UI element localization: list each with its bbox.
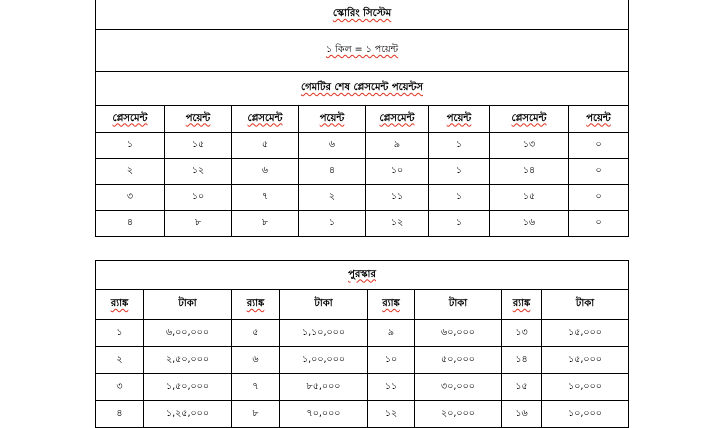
scoring-header-row xyxy=(96,106,629,133)
table-cell: ১০ xyxy=(368,347,415,374)
column-header: প্লেসমেন্ট xyxy=(96,106,165,133)
table-cell: ১১ xyxy=(368,374,415,401)
table-cell: ০ xyxy=(569,133,629,159)
column-header: পয়েন্ট xyxy=(429,106,490,133)
table-cell: ১,১০,০০০ xyxy=(280,320,368,347)
table-cell: ৭০,০০০ xyxy=(280,401,368,428)
table-cell: ৭ xyxy=(232,374,280,401)
table-cell: ১৫ xyxy=(490,185,569,211)
table-cell: ১১ xyxy=(366,185,429,211)
table-cell: ৯ xyxy=(366,133,429,159)
column-header: প্লেসমেন্ট xyxy=(232,106,299,133)
table-row xyxy=(96,185,629,211)
table-row xyxy=(96,159,629,185)
table-cell: ১৩ xyxy=(502,320,542,347)
scoring-system-table xyxy=(95,0,629,237)
table-cell: ৬ xyxy=(232,159,299,185)
table-cell: ১০ xyxy=(366,159,429,185)
scoring-title: স্কোরিং সিস্টেম xyxy=(96,0,629,30)
table-cell: ১৬ xyxy=(502,401,542,428)
table-cell: ১ xyxy=(96,133,165,159)
table-cell: ৬০,০০০ xyxy=(415,320,502,347)
column-header: পয়েন্ট xyxy=(165,106,232,133)
table-cell: ১ xyxy=(299,211,366,237)
column-header: পয়েন্ট xyxy=(569,106,629,133)
table-row xyxy=(96,133,629,159)
table-row xyxy=(96,374,629,401)
column-header: প্লেসমেন্ট xyxy=(366,106,429,133)
table-cell: ৬ xyxy=(299,133,366,159)
column-header: টাকা xyxy=(144,290,232,320)
table-cell: ৮ xyxy=(232,401,280,428)
table-cell: ১ xyxy=(429,133,490,159)
column-header: র‍্যাঙ্ক xyxy=(368,290,415,320)
table-cell: ১০ xyxy=(165,185,232,211)
table-cell: ৪ xyxy=(96,211,165,237)
table-cell: ১,০০,০০০ xyxy=(280,347,368,374)
table-cell: ১৪ xyxy=(490,159,569,185)
table-cell: ৬ xyxy=(232,347,280,374)
table-row xyxy=(96,211,629,237)
column-header: টাকা xyxy=(280,290,368,320)
table-cell: ৭ xyxy=(232,185,299,211)
prize-table xyxy=(95,260,629,428)
table-cell: ৩ xyxy=(96,374,144,401)
table-cell: ১২ xyxy=(368,401,415,428)
table-cell: ৬,০০,০০০ xyxy=(144,320,232,347)
table-cell: ১৫ xyxy=(502,374,542,401)
table-cell: ১২ xyxy=(165,159,232,185)
table-cell: ১২ xyxy=(366,211,429,237)
table-cell: ৩ xyxy=(96,185,165,211)
table-cell: ১৩ xyxy=(490,133,569,159)
column-header: র‍্যাঙ্ক xyxy=(96,290,144,320)
table-cell: ১৬ xyxy=(490,211,569,237)
table-cell: ৯ xyxy=(368,320,415,347)
table-row xyxy=(96,401,629,428)
table-row xyxy=(96,320,629,347)
table-cell: ১ xyxy=(429,211,490,237)
table-cell: ৫০,০০০ xyxy=(415,347,502,374)
table-cell: ৮ xyxy=(165,211,232,237)
table-cell: ২০,০০০ xyxy=(415,401,502,428)
table-cell: ৪ xyxy=(96,401,144,428)
column-header: টাকা xyxy=(415,290,502,320)
table-cell: ০ xyxy=(569,185,629,211)
table-cell: ২ xyxy=(96,347,144,374)
table-cell: ০ xyxy=(569,211,629,237)
column-header: প্লেসমেন্ট xyxy=(490,106,569,133)
table-cell: ৮ xyxy=(232,211,299,237)
table-cell: ২ xyxy=(96,159,165,185)
table-cell: ১০,০০০ xyxy=(542,374,629,401)
column-header: পয়েন্ট xyxy=(299,106,366,133)
table-cell: ৫ xyxy=(232,133,299,159)
table-cell: ১,৫০,০০০ xyxy=(144,374,232,401)
table-cell: ৪ xyxy=(299,159,366,185)
table-cell: ১৫ xyxy=(165,133,232,159)
table-cell: ১৫,০০০ xyxy=(542,320,629,347)
table-cell: ৩০,০০০ xyxy=(415,374,502,401)
table-cell: ২ xyxy=(299,185,366,211)
prize-title: পুরস্কার xyxy=(96,261,629,290)
table-cell: ১৪ xyxy=(502,347,542,374)
table-cell: ১ xyxy=(429,185,490,211)
table-cell: ০ xyxy=(569,159,629,185)
column-header: টাকা xyxy=(542,290,629,320)
table-cell: ২,৫০,০০০ xyxy=(144,347,232,374)
kill-point-conversion: ১ কিল = ১ পয়েন্ট xyxy=(96,30,629,72)
column-header: র‍্যাঙ্ক xyxy=(232,290,280,320)
table-cell: ৮৫,০০০ xyxy=(280,374,368,401)
table-cell: ১ xyxy=(429,159,490,185)
table-cell: ১ xyxy=(96,320,144,347)
table-cell: ১,২৫,০০০ xyxy=(144,401,232,428)
prize-header-row xyxy=(96,290,629,320)
placement-points-subtitle: গেমটির শেষ প্লেসমেন্ট পয়েন্টস xyxy=(96,72,629,106)
table-row xyxy=(96,347,629,374)
table-cell: ৫ xyxy=(232,320,280,347)
table-cell: ১০,০০০ xyxy=(542,401,629,428)
column-header: র‍্যাঙ্ক xyxy=(502,290,542,320)
table-cell: ১৫,০০০ xyxy=(542,347,629,374)
